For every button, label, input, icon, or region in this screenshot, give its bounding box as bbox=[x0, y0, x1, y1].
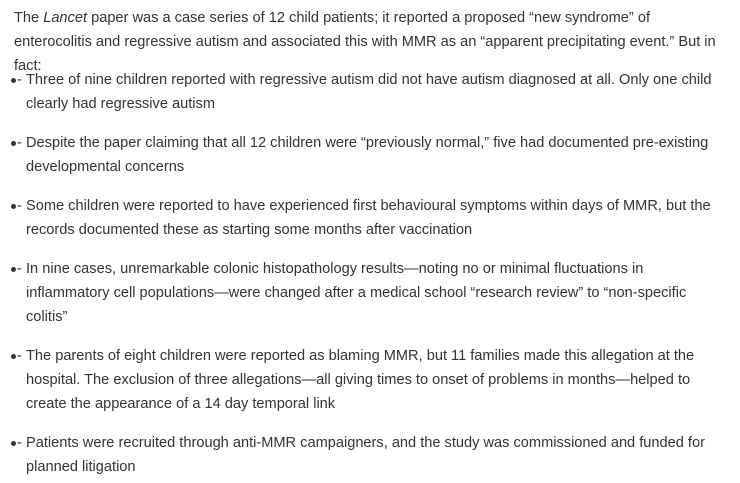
bullet-dot-icon bbox=[11, 78, 16, 83]
list-item: - In nine cases, unremarkable colonic histopathology results—noting no or minimal fluctuations in inflammatory cell populations—were changed after a medical school “research review” to “non-specific colitis” bbox=[10, 257, 726, 329]
bullet-dot-icon bbox=[11, 441, 16, 446]
bullet-dot-icon bbox=[11, 354, 16, 359]
list-item-text: In nine cases, unremarkable colonic histopathology results—noting no or minimal fluctuations in inflammatory cell populations—were changed after a medical school “research review” to “non-specific colitis” bbox=[26, 261, 687, 325]
bullet-dot-icon bbox=[11, 204, 16, 209]
intro-text-after: paper was a case series of 12 child patients; it reported a proposed “new syndrome” of enterocolitis and regressive autism and associated this with MMR as an “apparent precipitating event.” But in fact: bbox=[14, 10, 716, 74]
list-item-text: Patients were recruited through anti-MMR campaigners, and the study was commissioned and funded for planned litigation bbox=[26, 435, 705, 475]
journal-name: Lancet bbox=[43, 10, 88, 26]
list-item-text: Despite the paper claiming that all 12 children were “previously normal,” five had documented pre-existing developmental concerns bbox=[26, 135, 709, 175]
list-item: - Some children were reported to have experienced first behavioural symptoms within days of MMR, but the records documented these as starting some months after vaccination bbox=[10, 194, 726, 242]
list-item: - Three of nine children reported with regressive autism did not have autism diagnosed at all. Only one child clearly had regressive autism bbox=[10, 68, 726, 116]
list-item-text: Some children were reported to have experienced first behavioural symptoms within days of MMR, but the records documented these as starting some months after vaccination bbox=[26, 198, 711, 238]
intro-text-before: The bbox=[14, 10, 44, 26]
bullet-dot-icon bbox=[11, 141, 16, 146]
list-item: - The parents of eight children were reported as blaming MMR, but 11 families made this allegation at the hospital. The exclusion of three allegations—all giving times to onset of problems in months—helped to create the appearance of a 14 day temporal link bbox=[10, 344, 726, 416]
list-item: - Patients were recruited through anti-MMR campaigners, and the study was commissioned and funded for planned litigation bbox=[10, 431, 726, 479]
bullet-dot-icon bbox=[11, 267, 16, 272]
list-item-text: The parents of eight children were reported as blaming MMR, but 11 families made this allegation at the hospital. The exclusion of three allegations—all giving times to onset of problems in months—helped to create the appearance of a 14 day temporal link bbox=[26, 348, 695, 412]
list-item: - Despite the paper claiming that all 12 children were “previously normal,” five had documented pre-existing developmental concerns bbox=[10, 131, 726, 179]
list-item-text: Three of nine children reported with regressive autism did not have autism diagnosed at all. Only one child clearly had regressive autism bbox=[26, 72, 712, 112]
